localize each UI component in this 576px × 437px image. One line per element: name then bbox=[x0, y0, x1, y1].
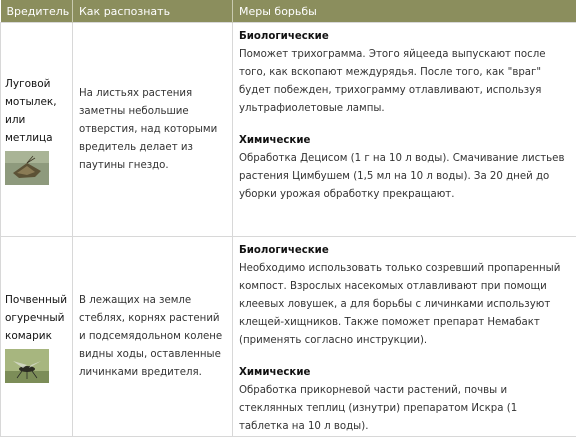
bio-text: Необходимо использовать только созревший пропаренный компост. Взрослых насекомых отлавливают при помощи клеевых ловушек, а для борьбы с личинками используют клещей-хищников. Также поможет препарат Немабакт (применять согласно инструкции). bbox=[239, 260, 570, 350]
bio-text: Поможет трихограмма. Этого яйцееда выпускают после того, как вскопают междурядья. После того, как "враг" будет побежден, трихограмму отлавливают, используя ультрафиолетовые лампы. bbox=[239, 46, 570, 118]
table-row bbox=[1, 237, 576, 437]
recognize-cell: В лежащих на земле стеблях, корнях растений и подсемядольном колене видны ходы, оставленные личинками вредителя. bbox=[73, 237, 233, 437]
pest-cell bbox=[1, 237, 73, 437]
header-measures: Меры борьбы bbox=[233, 0, 576, 23]
header-recognize: Как распознать bbox=[73, 0, 233, 23]
bio-title: Биологические bbox=[239, 242, 570, 260]
pest-name: Луговой мотылек, или метлица bbox=[5, 75, 68, 147]
measures-cell bbox=[233, 237, 576, 437]
table-header-row bbox=[1, 0, 576, 23]
chem-title: Химические bbox=[239, 364, 570, 382]
pest-name: Почвенный огуречный комарик bbox=[5, 291, 68, 345]
moth-image bbox=[5, 151, 49, 185]
chem-title: Химические bbox=[239, 132, 570, 150]
table-row bbox=[1, 23, 576, 237]
bio-title: Биологические bbox=[239, 28, 570, 46]
chem-text: Обработка Децисом (1 г на 10 л воды). Смачивание листьев растения Цимбушем (1,5 мл на 10 л воды). За 20 дней до уборки урожая обработку прекращают. bbox=[239, 150, 570, 204]
recognize-cell: На листьях растения заметны небольшие отверстия, над которыми вредитель делает из паутины гнездо. bbox=[73, 23, 233, 237]
gnat-image bbox=[5, 349, 49, 383]
chem-text: Обработка прикорневой части растений, почвы и стеклянных теплиц (изнутри) препаратом Искра (1 таблетка на 10 л воды). bbox=[239, 382, 570, 436]
pest-cell bbox=[1, 23, 73, 237]
measures-cell bbox=[233, 23, 576, 237]
header-pest: Вредитель bbox=[1, 0, 73, 23]
